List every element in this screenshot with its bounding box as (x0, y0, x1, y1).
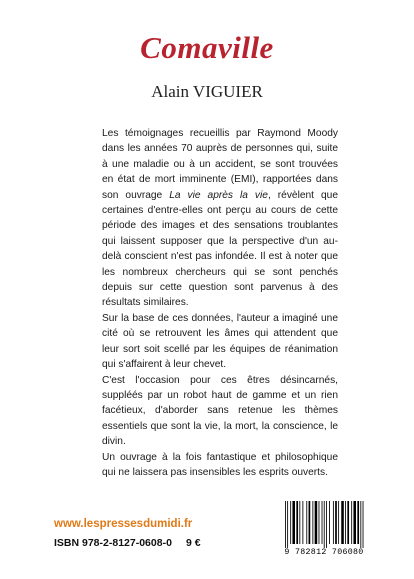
barcode-bar (351, 501, 352, 544)
barcode-bar (299, 501, 300, 544)
barcode-bar (309, 501, 311, 544)
barcode-bar (306, 501, 307, 544)
barcode-bar (319, 501, 320, 544)
barcode-bar (338, 501, 339, 544)
barcode-bar (345, 501, 346, 544)
blurb-paragraph-3: C'est l'occasion pour ces êtres désincarnés, suppléés par un robot haut de gamme et un rien facétieux, d'aborder sans retenue les thèmes essentiels que sont la vie, la mort, la conscience, le divin. (102, 374, 338, 448)
barcode-digits: 9 782812 706080 (284, 548, 364, 557)
publisher-website[interactable]: www.lespressesdumidi.fr (54, 518, 193, 530)
barcode-bar (353, 501, 356, 544)
barcode-bar (296, 501, 298, 544)
barcode-bar (341, 501, 344, 544)
barcode-bar (360, 501, 361, 548)
barcode-bar (347, 501, 349, 544)
barcode-bar (302, 501, 303, 544)
author-name: Alain VIGUIER (151, 82, 263, 101)
barcode-bar (363, 501, 364, 548)
book-title: Comaville (140, 30, 274, 65)
back-cover-blurb (102, 126, 338, 480)
barcode-bar (357, 501, 359, 544)
barcode-bar (326, 501, 327, 548)
barcode-bar (285, 501, 286, 548)
barcode-bar (333, 501, 334, 544)
barcode (279, 499, 369, 561)
barcode-bar (292, 501, 295, 544)
blurb-p1-start: Les témoignages recueillis par Raymond Moody dans les années 70 auprès de personnes qui, suite à une maladie ou à un accident, se sont trouvées en état de mort imminente (EMI), rapportées dans son ouvrage (102, 128, 338, 201)
blurb-paragraph-4: Un ouvrage à la fois fantastique et philosophique qui ne laissera pas insensibles les esprits ouverts. (102, 451, 338, 478)
barcode-bar (322, 501, 323, 544)
barcode-bar (324, 501, 325, 548)
isbn-number: ISBN 978-2-8127-0608-0 (54, 537, 172, 549)
barcode-bar (287, 501, 288, 548)
cited-book-title: La vie après la vie (169, 189, 268, 201)
blurb-paragraph-1 (102, 126, 338, 311)
blurb-paragraph-2: Sur la base de ces données, l'auteur a imaginé une cité où se retrouvent les âmes qui attendent que leur sort soit scellé par les équipes de réanimation qui s'affairent à leur chevet. (102, 312, 338, 371)
blurb-p1-end: , révèlent que certaines d'entre-elles ont perçu au cours de cette période des images et des sensations troublantes qui laissent supposer que la perspective d'un au-delà conscient n'est pas infondée. Il est à noter que les nombreux chercheurs qui se sont penchés depuis sur cette question sont parvenus à des résultats similaires. (102, 189, 338, 309)
barcode-bar (315, 501, 318, 544)
barcode-bar (312, 501, 313, 544)
barcode-bar (290, 501, 291, 544)
price: 9 € (186, 537, 201, 549)
barcode-bar (335, 501, 337, 544)
barcode-bars (279, 499, 369, 549)
barcode-bar (329, 501, 330, 544)
